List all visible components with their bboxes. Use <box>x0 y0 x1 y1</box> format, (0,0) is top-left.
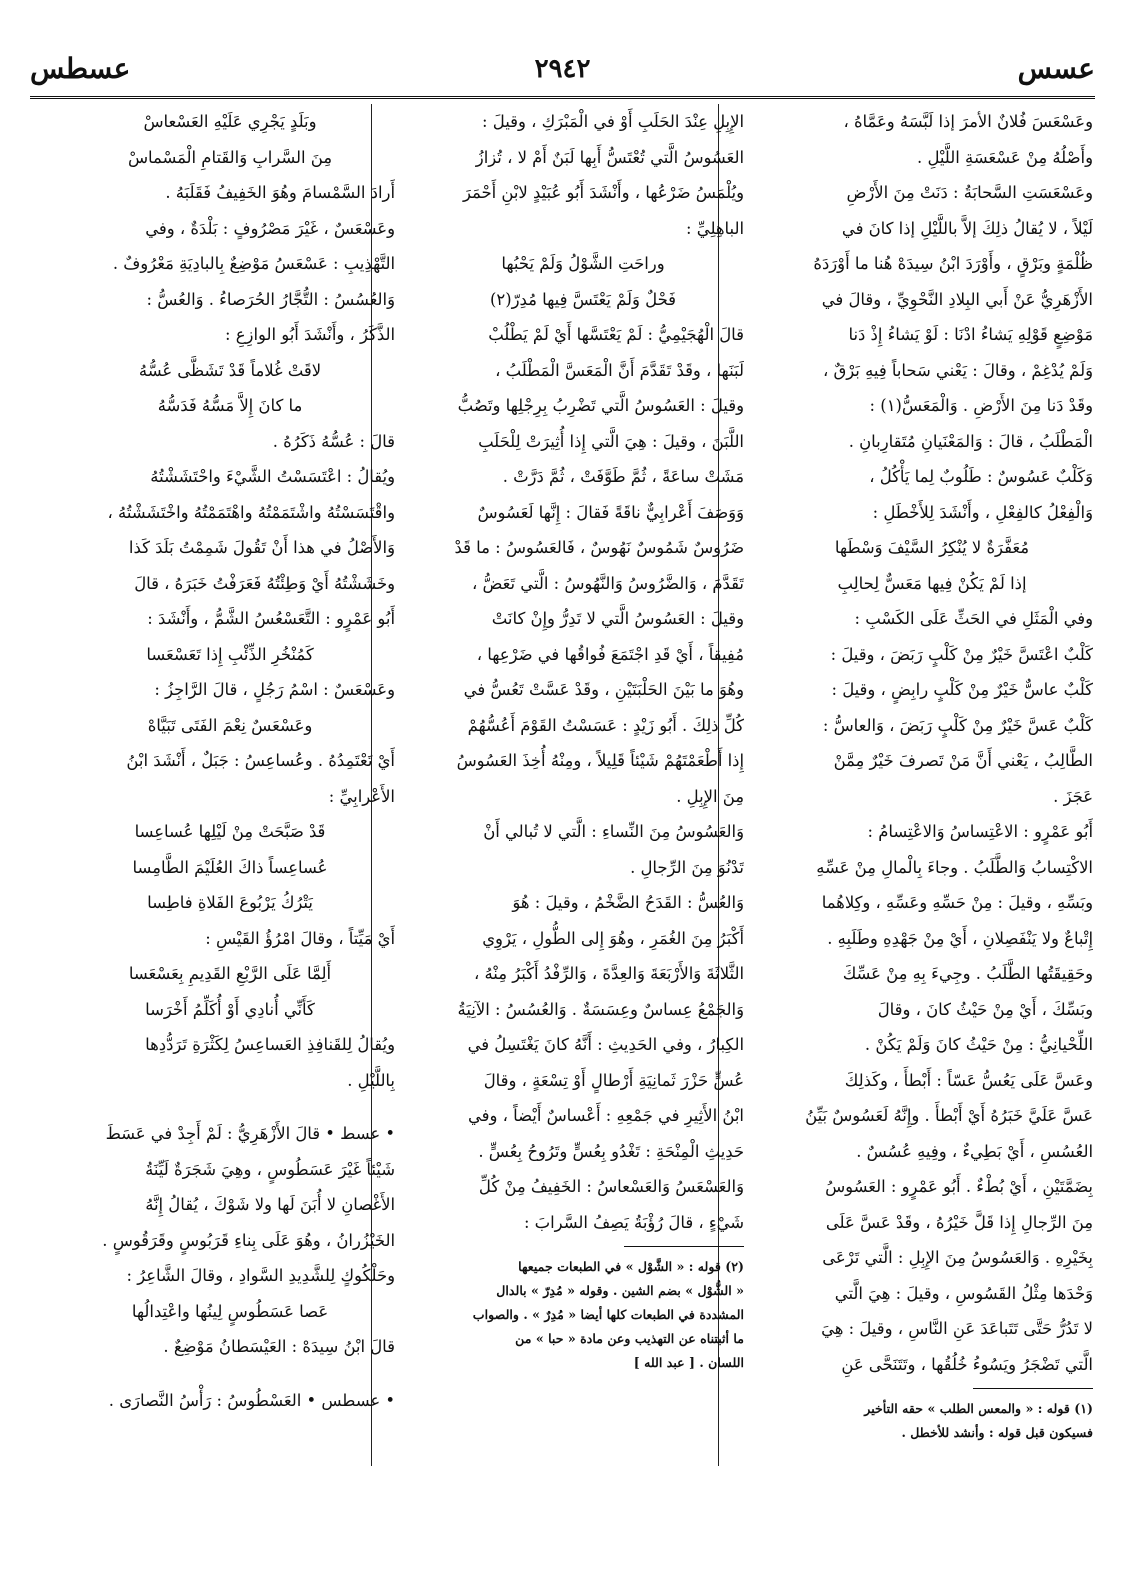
verse-line: لاقَتْ غُلاماً قَدْ تَشَظَّى عُسُّهُ <box>138 360 322 380</box>
text-line: وقيلَ : العَسُوسُ الَّتي تَضْرِبُ بِرِجْلِها وتَصُبُّ <box>457 396 744 415</box>
footnote-middle <box>422 1255 744 1375</box>
text-line: أَيْ تَعْتَمِدُهُ . وعُساعِسُ : جَبَلٌ ، أَنْشَدَ ابْنُ <box>126 751 395 770</box>
text-line: وحَلْكُوكٍ لِلشَّدِيدِ السَّوادِ ، وقالَ الشَّاعِرُ : <box>126 1266 395 1285</box>
text-line: ويُلْمَسُ ضَرْعُها ، وأَنْشَدَ أَبُو عُبَيْدٍ لابْنِ أَحْمَرَ <box>462 183 744 202</box>
text-line: أَرادَ السَّمْسامَ وهُوَ الخَفِيفُ فَقَلَبَهُ . <box>165 183 395 202</box>
text-line: مَشَتْ ساعَةً ، ثُمَّ طَوَّفَتْ ، ثُمَّ دَرَّتْ . <box>502 467 744 486</box>
column-left-text-6 <box>65 1027 395 1098</box>
verse-line: أَلِمَّا عَلَى الرَّبْعِ القَدِيمِ بِعَسْعَسا <box>128 964 332 983</box>
column-left-verses-7 <box>65 1294 395 1330</box>
text-line: الْمَطْلَبُ ، قالَ : وَالمَعْنَيانِ مُتَقارِبانِ . <box>848 431 1093 451</box>
text-line: وَالعُسُسُ : التُّجَّارُ الحُرَصاءُ . وَالعُسُّ : <box>146 289 395 309</box>
entry-asatus <box>65 1383 395 1419</box>
verse-line: عَصا عَسَطُوسٍ لِينُها واعْتِدالُها <box>131 1301 329 1321</box>
text-line: اللَّبَنَ ، وقيلَ : هِيَ الَّتي إِذا أُثِيرَتْ لِلْحَلَبِ <box>478 431 744 451</box>
text-line: كَلْبٌ عَسَّ خَيْرٌ مِنْ كَلْبٍ رَبَضَ ، وَالعاسُّ : <box>822 715 1093 735</box>
footnote-rule-right <box>973 1388 1093 1389</box>
footnote-line: المشددة في الطبعات كلها أيضا « مُدِرٌ » . والصواب <box>472 1307 744 1322</box>
text-line: اللِّحْيانِيُّ : مِنْ حَيْثُ كانَ وَلَمْ يَكُنْ . <box>864 1035 1093 1054</box>
text-line: التَّهْذِيبِ : عَسْعَسُ مَوْضِعٌ بِالبادِيَةِ مَعْرُوفٌ . <box>112 254 395 273</box>
text-line: وعَسْعَسٌ : اسْمُ رَجُلٍ ، قالَ الرَّاجِزُ : <box>154 680 395 699</box>
text-line: لَيْلاً ، لا يُقالُ ذلِكَ إلاَّ باللَّيْلِ إذا كانَ في <box>841 218 1093 238</box>
text-line: كَلْبٌ اعْتَسَّ خَيْرٌ مِنْ كَلْبٍ رَبَضَ ، وقيلَ : <box>830 644 1093 664</box>
text-line: وعَسْعَسَ فُلانٌ الأمرَ إذا لَبَّسَهُ وعَمَّاهُ ، <box>843 112 1093 131</box>
text-line: الأَعْرابِيِّ : <box>328 786 395 806</box>
column-left-verses-6 <box>65 956 395 1027</box>
text-line: الكِبارُ ، وفي الحَدِيثِ : أَنَّهُ كانَ يَغْتَسِلُ في <box>467 1035 744 1054</box>
column-left-verses-5 <box>65 814 395 921</box>
text-line: إِذا أَطْعَمْتَهُمْ شَيْئاً قَلِيلاً ، ومِنْهُ أُخِذَ العَسُوسُ <box>456 751 744 770</box>
text-line: العَسُوسُ الَّتي تُعْتَسُّ أَبِها لَبَنٌ أَمْ لا ، تُزازُ <box>475 147 744 167</box>
text-line: الخَيْزُرانُ ، وهُوَ عَلَى بِناءِ قَرَبُوسٍ وقَرَقُوسٍ . <box>102 1230 395 1250</box>
text-line: الباهِلِيِّ : <box>686 218 744 238</box>
verse-line: وبَلَدٍ يَجْرِي عَلَيْهِ العَسْعاسْ <box>143 112 317 131</box>
verse-line: وعَسْعَسٌ نِعْمَ الفَتَى تَبَيَّاهْ <box>147 715 313 735</box>
footnote-line: ما أثبتناه عن التهذيب وعن مادة « حبا » من <box>515 1331 744 1346</box>
column-left-text-5 <box>65 921 395 957</box>
text-line: وحَقِيقَتُها الطَّلَبُ . وجِيءَ بِهِ مِنْ عَسِّكَ <box>842 964 1093 983</box>
column-left-text-3 <box>65 672 395 708</box>
text-line: تَقَدَّمَ ، وَالضَّرُوسُ وَالنَّهُوسُ : الَّتي تَعَضُّ ، <box>472 573 744 593</box>
text-line: حَدِيثِ الْمِنْحَةِ : تَغْدُو بِعُسٍّ وتَرُوحُ بِعُسٍّ . <box>478 1141 744 1161</box>
text-line: مِنَ الرِّجالِ إِذا قَلَّ خَيْرُهُ ، وقَدْ عَسَّ عَلَى <box>825 1212 1093 1232</box>
footnote-rule-middle <box>624 1246 744 1247</box>
text-line: الثَّلاثَةَ وَالأَرْبَعَةَ وَالعِدَّةَ ، وَالرِّفْدُ أَكْبَرُ مِنْهُ ، <box>473 964 744 983</box>
text-line: العُسُسِ ، أَيْ بَطِيءٌ ، وفِيهِ عُسُسٌ . <box>856 1141 1093 1161</box>
text-line: وبَسِّكَ ، أَيْ مِنْ حَيْثُ كانَ ، وقالَ <box>877 999 1093 1019</box>
verse-line: مِنَ السَّرابِ وَالقَتامِ الْمَسْماسْ <box>127 147 333 167</box>
entry-break-2 <box>65 1365 395 1383</box>
text-line: الطَّالِبُ ، يَعْني أَنَّ مَنْ تَصرفَ خَيْرٌ مِمَّنْ <box>833 751 1093 770</box>
page-header <box>30 52 1095 92</box>
footnote-line: « الشُّوْل » بضم الشين . وقوله « مُدِرّ » بالدال <box>496 1283 744 1298</box>
text-line: وعَسْعَسَتِ السَّحابَةُ : دَنَتْ مِنَ الأَرْضِ <box>846 183 1093 202</box>
verse-line: يَتْرُكُ يَرْبُوعَ الفَلاةِ فاطِسا <box>147 893 313 912</box>
text-line: وخَشَشْتُهُ أَيْ وَطِئْتُهُ فَعَرَفْتُ خَبَرَهُ ، قالَ <box>134 573 395 593</box>
text-line: وَالجَمْعُ عِساسٌ وعِسَسَةٌ . وَالعُسُسُ : الآنِيَةُ <box>457 999 744 1019</box>
page-number: ٢٩٤٢ <box>534 54 591 84</box>
text-line: قالَ ابْنُ سِيدَهْ : العَيْسَطانُ مَوْضِعٌ . <box>163 1337 395 1356</box>
text-line: أَيْ مَيِّتاً ، وقالَ امْرُؤُ القَيْسِ : <box>205 928 395 948</box>
text-line: وهُوَ ما بَيْنَ الحَلْبَتَيْنِ ، وقَدْ عَسَّتْ تَعُسُّ في <box>463 680 744 699</box>
text-line: إِتْباعٌ ولا يَنْفَصِلانِ ، أَيْ مِنْ جَهْدِهِ وطَلَبِهِ . <box>827 928 1093 948</box>
column-left-verses-2 <box>65 353 395 424</box>
text-line: قالَ : عُسُّهُ ذَكَرُهُ . <box>272 431 395 451</box>
header-rule <box>30 96 1095 99</box>
text-line: لَبَنَها ، وقَدْ تَقَدَّمَ أَنَّ الْمَعَسَّ الْمَطْلَبُ ، <box>495 360 744 380</box>
text-line: ظُلْمَةٍ وبَرْقٍ ، وأَوْرَدَ ابْنُ سِيدَهْ هُنا ما أَوْرَدَهُ <box>813 254 1093 273</box>
column-left <box>65 104 395 1536</box>
text-line: ويُقالُ : اعْتَسَسْتُ الشَّيْءَ واحْتَشَشْتُهُ <box>150 467 395 486</box>
header-root-word-right: عسس <box>1017 52 1095 85</box>
column-left-text-2 <box>65 424 395 637</box>
column-left-text-4 <box>65 743 395 814</box>
text-line: أَبُو عَمْرٍو : الاعْتِساسُ وَالاعْتِسامُ : <box>867 822 1093 841</box>
text-line: ويُقالُ لِلقَنافِذِ العَساعِسُ لِكَثْرَةِ تَرَدُّدِها <box>145 1035 395 1054</box>
text-line: وَالعُسُّ : القَدَحُ الضَّخْمُ ، وقيلَ : هُوَ <box>512 893 744 912</box>
text-line: الَّتي تَضْجَرُ ويَسُوءُ خُلُقُها ، وتَتَنَحَّى عَنِ <box>841 1354 1093 1374</box>
verse-line: مُعَفَّرَةٌ لا يُنْكِرُ السَّيْفَ وَسْطَها <box>834 538 1030 557</box>
text-line: وعَسْعَسٌ ، غَيْرَ مَصْرُوفٍ : بَلْدَةٌ ، وفي <box>145 218 395 238</box>
column-right-text-a <box>771 104 1093 530</box>
text-line: أَكْبَرُ مِنَ الغُمَرِ ، وهُوَ إِلى الطُّولِ ، يَرْوِي <box>482 928 744 948</box>
text-line: وقَدْ دَنا مِنَ الأَرْضِ . وَالْمَعَسُّ(١) : <box>869 396 1093 415</box>
text-line: لا تَدُرُّ حَتَّى تَتَباعَدَ عَنِ النَّاسِ ، وقيلَ : هِيَ <box>821 1319 1093 1338</box>
column-right-text-b <box>771 601 1093 1382</box>
text-line: الأَزْهَرِيُّ عَنْ أَبي البِلادِ النَّحْوِيِّ ، وقالَ في <box>821 289 1093 309</box>
column-left-text-1 <box>65 175 395 353</box>
entry-break <box>65 1098 395 1116</box>
text-line: • عسط • قالَ الأَزْهَرِيُّ : لَمْ أَجِدْ في عَسَطَ <box>105 1124 395 1143</box>
header-root-word-left: عسطس <box>30 52 131 85</box>
entry-asat <box>65 1116 395 1294</box>
column-left-verses-1 <box>65 104 395 175</box>
text-line: ابْنُ الأَثِيرِ في جَمْعِهِ : أَعْساسٌ أَيْضاً ، وفي <box>467 1106 744 1125</box>
text-line: وَالعَسْعَسُ وَالعَسْعاسُ : الخَفِيفُ مِنْ كُلِّ <box>478 1177 744 1196</box>
column-right <box>771 104 1093 1536</box>
column-middle <box>422 104 744 1536</box>
verse-line: كَأَنِّي أُنادِي أَوْ أُكَلِّمُ أَخْرَسا <box>145 999 315 1019</box>
text-line: واقْتَسَسْتُهُ واشْتَمَمْتُهُ واهْتَمَمْتُهُ واخْتَشَشْتُهُ ، <box>107 502 395 522</box>
text-line: عَسَّ عَلَيَّ خَبَرُهُ أَيْ أَبْطأَ . وإِنَّهُ لَعَسُوسٌ بَيِّنُ <box>805 1106 1093 1125</box>
text-line: الاكْتِسابُ وَالطَّلَبُ . وجاءَ بِالْمالِ مِنْ عَسِّهِ <box>816 857 1093 877</box>
text-line: وَلَمْ يُدْغِمْ ، وقالَ : يَعْني سَحاباً فِيهِ بَرْقٌ ، <box>823 360 1093 380</box>
text-line: تَدْنُوَ مِنَ الرِّجالِ . <box>630 857 744 877</box>
column-middle-text-b <box>422 317 744 1240</box>
text-line: عَجَزَ . <box>1053 786 1093 806</box>
text-line: شَيْئاً غَيْرَ عَسَطُوسٍ ، وهِيَ شَجَرَةٌ لَيِّنَةُ <box>145 1159 395 1179</box>
column-left-text-7 <box>65 1329 395 1365</box>
column-left-verses-4 <box>65 708 395 744</box>
verse-line: كَمُنْخُرِ الذِّئْبِ إِذا تَعَسْعَسا <box>146 644 314 664</box>
text-line: كُلِّ ذلِكَ . أَبُو زَيْدٍ : عَسَسْتُ القَوْمَ أَعُسُّهُمْ <box>467 715 744 735</box>
text-line: عُسٍّ حَزْرَ ثَمانِيَةِ أَرْطالٍ أَوْ تِسْعَةٍ ، وقالَ <box>483 1070 744 1090</box>
text-line: وَالْفِعْلُ كالفِعْلِ ، وأَنْشَدَ لِلأَخْطَلِ : <box>872 502 1093 522</box>
text-line: قالَ الْهُجَيْمِيُّ : لَمْ يَعْتَسَّها أَيْ لَمْ يَطْلُبْ <box>488 325 744 344</box>
text-line: وَالعَسُوسُ مِنَ النِّساءِ : الَّتي لا تُبالي أَنْ <box>483 822 744 841</box>
text-line: أَبُو عَمْرٍو : التَّعَسْعُسُ الشَّمُّ ، وأَنْشَدَ : <box>147 609 395 628</box>
text-line: الذَّكَرُ ، وأَنْشَدَ أَبُو الوازِعِ : <box>225 325 395 344</box>
verse-line: وراحَتِ الشَّوْلُ وَلَمْ يَحْبُها <box>501 254 665 273</box>
text-line: وبَسِّهِ ، وقيلَ : مِنْ حَسِّهِ وعَسِّهِ ، وكِلاهُما <box>821 893 1093 912</box>
text-line: بِاللَّيْلِ . <box>347 1070 395 1090</box>
text-line: مَوْضِعٍ قَوْلِهِ يَشاءُ ادْنَا : لَوْ يَشاءُ إِذْ دَنا <box>848 325 1093 344</box>
text-line: الأَغْصانِ لا أُبَنَ لَها ولا شَوْكَ ، يُقالُ إِنَّهُ <box>145 1195 395 1214</box>
footnote-line: اللسان . [ عبد الله ] <box>633 1355 744 1370</box>
verse-line: فَحْلٌ وَلَمْ يَعْتَسَّ فِيها مُدِرّ(٢) <box>489 289 677 309</box>
verse-line: إذا لَمْ يَكُنْ فِيها مَعَسٌّ لِحالِبِ <box>837 573 1027 593</box>
text-line: وفي الْمَثَلِ في الحَثِّ عَلَى الكَسْبِ : <box>854 609 1093 628</box>
text-line: ضَرُوسٌ شَمُوسٌ نَهُوسٌ ، فَالعَسُوسُ : ما قَدْ <box>454 538 744 557</box>
text-line: كَلْبٌ عاسٌّ خَيْرٌ مِنْ كَلْبٍ رابِضٍ ، وقيلَ : <box>831 680 1093 699</box>
footnote-right <box>771 1397 1093 1445</box>
text-line: • عسطس • العَسْطُوسُ : رَأْسُ النَّصارَى . <box>108 1390 395 1410</box>
text-line: وعَسَّ عَلَى يَعُسُّ عَسّاً : أَبْطأَ ، وكَذلِكَ <box>844 1070 1093 1090</box>
column-middle-verses <box>422 246 744 317</box>
column-right-verses <box>771 530 1093 601</box>
verse-line: قَدْ صَبَّحَتْ مِنْ لَيْلِها عُساعِسا <box>134 822 326 841</box>
verse-line: عُساعِساً ذاكَ العُلَيْمَ الطَّامِسا <box>132 857 328 877</box>
verse-line: ما كانَ إِلاَّ مَسُّهُ فَدَسُّهُ <box>157 396 303 415</box>
footnote-line: فسيكون قبل قوله : وأنشد للأخطل . <box>901 1425 1093 1440</box>
footnote-line: (٢) قوله : « الشَّوْل » في الطبعات جميعها <box>518 1259 744 1274</box>
text-line: بِضَمَّتَيْنِ ، أَيْ بُطْءٌ . أَبُو عَمْرٍو : العَسُوسُ <box>825 1177 1093 1196</box>
text-line: شَيْءٍ ، قالَ رُؤْبَةُ يَصِفُ السَّرابَ : <box>523 1212 744 1232</box>
text-line: وَحْدَها مِثْلُ القَسُوسِ ، وقيلَ : هِيَ الَّتي <box>834 1283 1093 1303</box>
column-middle-text-a <box>422 104 744 246</box>
footnote-line: (١) قوله : « والمعس الطلب » حقه التأخير <box>864 1401 1093 1416</box>
text-line: مِنَ الإِبِلِ . <box>676 786 744 806</box>
text-line: الإِبِلِ عِنْدَ الحَلَبِ أَوْ في الْمَبْرَكِ ، وقيلَ : <box>482 112 744 131</box>
text-line: وَالأَصْلُ في هذا أَنْ تَقُولَ شَمِمْتُ بَلَدَ كَذا <box>128 538 395 557</box>
text-line: وقيلَ : العَسُوسُ الَّتي لا تَدِرُّ وإِنْ كانَتْ <box>491 609 744 628</box>
text-line: بِخَيْرِهِ . وَالعَسُوسُ مِنَ الإِبِلِ : الَّتي تَرْعَى <box>822 1248 1093 1267</box>
text-line: وَكَلْبٌ عَسُوسٌ : طَلُوبٌ لِما يَأْكُلُ ، <box>869 467 1093 486</box>
text-line: وَوَصَفَ أَعْرابِيٌّ ناقَةً فَقالَ : إِنَّها لَعَسُوسٌ <box>477 502 744 522</box>
text-line: وأَصْلُهُ مِنْ عَسْعَسَةِ اللَّيْلِ . <box>917 147 1093 167</box>
column-left-verses-3 <box>65 637 395 673</box>
text-line: مُفِيقاً ، أَيْ قَدِ اجْتَمَعَ فُواقُها في ضَرْعِها ، <box>476 644 744 664</box>
